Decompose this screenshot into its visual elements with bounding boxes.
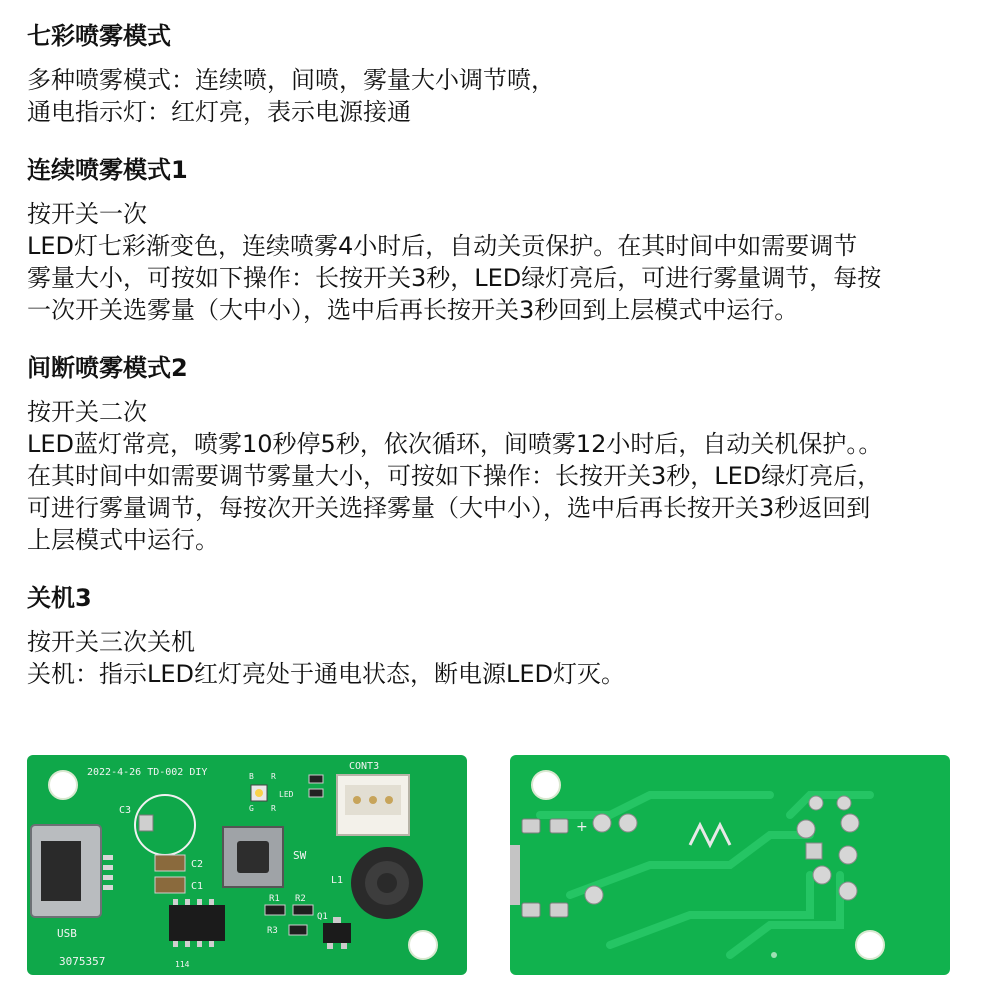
text-line: 通电指示灯：红灯亮，表示电源接通	[27, 98, 411, 126]
transistor-q1	[323, 923, 351, 943]
pcb-serial: 3075357	[59, 955, 106, 968]
text-line: LED蓝灯常亮，喷雾10秒停5秒，依次循环，间喷雾12小时后，自动关机保护。。	[27, 430, 883, 458]
label-c2: C2	[191, 859, 204, 870]
text-line: 一次开关选雾量（大中小），选中后再长按开关3秒回到上层模式中运行。	[27, 296, 799, 324]
text-line: 雾量大小，可按如下操作：长按开关3秒，LED绿灯亮后，可进行雾量调节，每按	[27, 264, 882, 292]
mounting-hole	[49, 771, 77, 799]
led-pin-b: B	[249, 772, 254, 781]
mounting-hole	[409, 931, 437, 959]
pcb-code: 114	[175, 960, 190, 969]
section-continuous-mode	[27, 152, 987, 326]
text-line: 多种喷雾模式：连续喷，间喷，雾量大小调节喷，	[27, 66, 555, 94]
capacitor-c1	[155, 877, 185, 893]
section-title: 关机3	[27, 584, 92, 612]
label-c3: C3	[119, 805, 132, 816]
section-intermittent-mode	[27, 350, 987, 556]
section-power-off	[27, 580, 987, 690]
resistor-r3	[289, 925, 307, 935]
led-pin-r: R	[271, 772, 276, 781]
plus-label: +	[576, 819, 588, 835]
text-line: 可进行雾量调节，每按次开关选择雾量（大中小），选中后再长按开关3秒返回到	[27, 494, 871, 522]
ic-chip	[169, 905, 225, 941]
text-line: LED灯七彩渐变色，连续喷雾4小时后，自动关贡保护。在其时间中如需要调节	[27, 232, 858, 260]
section-title: 间断喷雾模式2	[27, 354, 188, 382]
switch-button	[237, 841, 269, 873]
label-inductor: L1	[331, 875, 344, 886]
resistor-r1	[265, 905, 285, 915]
label-q1: Q1	[317, 912, 328, 922]
text-line: 按开关一次	[27, 200, 147, 228]
label-r3: R3	[267, 926, 278, 936]
label-r2: R2	[295, 894, 306, 904]
text-line: 上层模式中运行。	[27, 526, 219, 554]
solder-pad-square	[806, 843, 822, 859]
mounting-hole	[532, 771, 560, 799]
resistor-r2	[293, 905, 313, 915]
pcb-back-photo	[510, 755, 950, 975]
capacitor-c2	[155, 855, 185, 871]
document-body	[27, 18, 987, 690]
label-sw: SW	[293, 849, 307, 862]
usb-port-opening	[41, 841, 81, 901]
text-line: 在其时间中如需要调节雾量大小，可按如下操作：长按开关3秒，LED绿灯亮后，	[27, 462, 882, 490]
led-pin-g: G	[249, 804, 254, 813]
pcb-front-photo	[27, 755, 467, 975]
resistor	[309, 775, 323, 783]
text-line: 按开关二次	[27, 398, 147, 426]
mounting-hole	[856, 931, 884, 959]
led-pin-r2: R	[271, 804, 276, 813]
label-r1: R1	[269, 894, 280, 904]
connector-label: CONT3	[349, 761, 380, 772]
pcb-header-text: 2022-4-26 TD-002 DIY	[87, 767, 208, 778]
section-title: 连续喷雾模式1	[27, 156, 188, 184]
usb-label: USB	[57, 927, 77, 940]
text-line: 关机：指示LED红灯亮处于通电状态，断电源LED灯灭。	[27, 660, 626, 688]
text-line: 按开关三次关机	[27, 628, 195, 656]
label-c1: C1	[191, 881, 204, 892]
section-title: 七彩喷雾模式	[27, 22, 171, 50]
section-colorful-spray	[27, 18, 987, 128]
resistor	[309, 789, 323, 797]
usb-shell-edge	[510, 845, 520, 905]
label-led: LED	[279, 790, 294, 799]
